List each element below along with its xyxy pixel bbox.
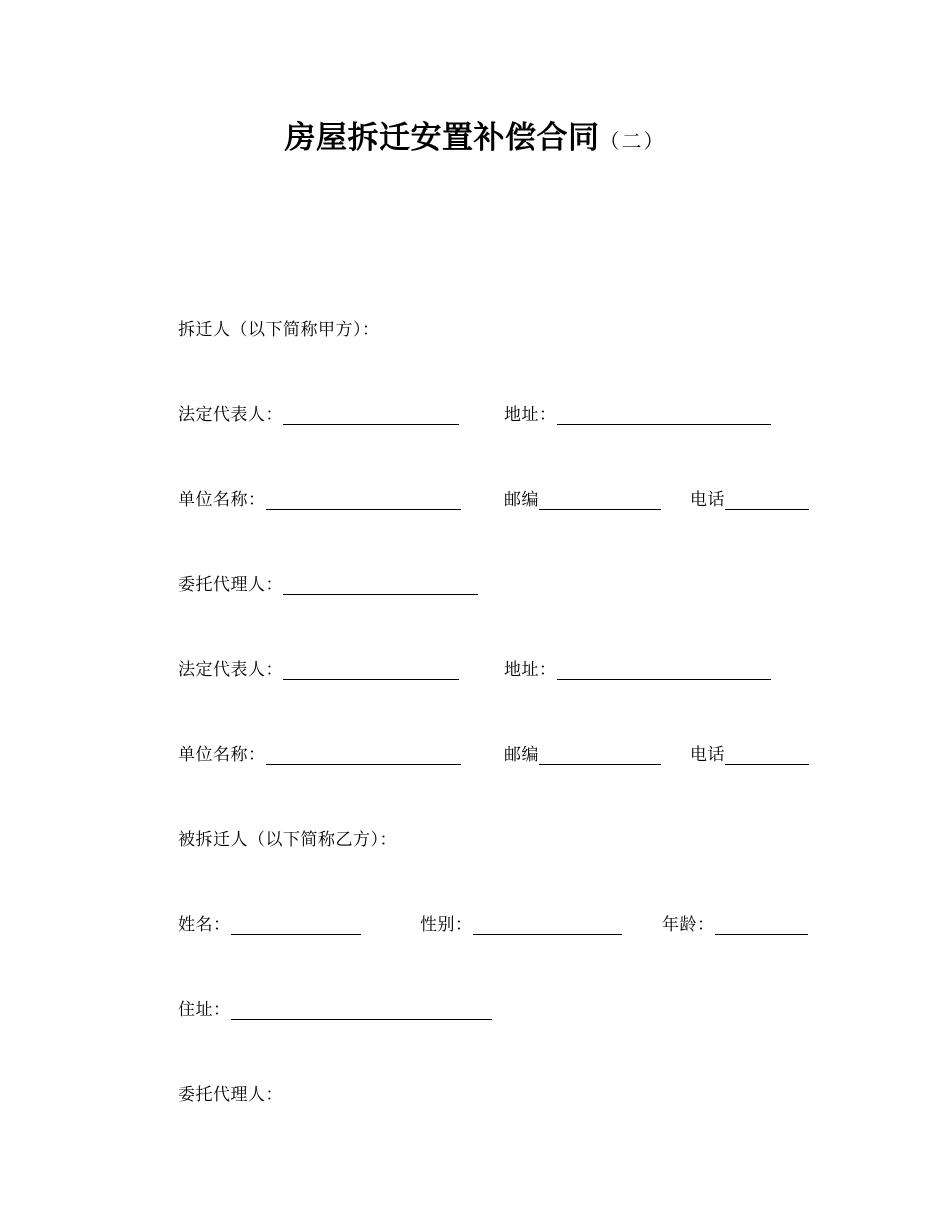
agent-row: [178, 573, 818, 597]
party-b-agent-row: [178, 1083, 818, 1107]
unit-name-label-2: 单位名称：: [178, 745, 266, 765]
title-suffix: （二）: [599, 129, 666, 153]
unit-name-label: 单位名称：: [178, 490, 266, 510]
document-title: [0, 112, 950, 157]
legal-rep-label-2: 法定代表人：: [178, 660, 283, 680]
legal-rep-row-2: [178, 658, 818, 682]
postcode-label: 邮编: [504, 490, 539, 510]
phone-field[interactable]: [725, 489, 809, 510]
agent-label: 委托代理人：: [178, 575, 283, 595]
address-field[interactable]: [557, 404, 771, 425]
gender-label: 性别：: [420, 915, 473, 935]
gender-field[interactable]: [473, 914, 622, 935]
person-row: [178, 913, 818, 937]
address-field-2[interactable]: [557, 659, 771, 680]
residence-field[interactable]: [231, 999, 492, 1020]
legal-rep-row: [178, 403, 818, 427]
address-label-2: 地址：: [504, 660, 557, 680]
unit-name-field[interactable]: [266, 489, 461, 510]
party-b-heading: 被拆迁人（以下简称乙方）：: [178, 830, 397, 850]
party-b-agent-label: 委托代理人：: [178, 1085, 283, 1105]
party-a-heading-row: [178, 318, 818, 342]
residence-row: [178, 998, 818, 1022]
party-a-heading: 拆迁人（以下简称甲方）：: [178, 320, 380, 340]
legal-rep-field-2[interactable]: [283, 659, 459, 680]
residence-label: 住址：: [178, 1000, 231, 1020]
phone-field-2[interactable]: [725, 744, 809, 765]
legal-rep-label: 法定代表人：: [178, 405, 283, 425]
legal-rep-field[interactable]: [283, 404, 459, 425]
address-label: 地址：: [504, 405, 557, 425]
phone-label: 电话: [690, 490, 725, 510]
unit-row: [178, 488, 818, 512]
phone-label-2: 电话: [690, 745, 725, 765]
unit-name-field-2[interactable]: [266, 744, 461, 765]
postcode-field[interactable]: [539, 489, 661, 510]
age-field[interactable]: [715, 914, 808, 935]
party-b-heading-row: [178, 828, 818, 852]
postcode-label-2: 邮编: [504, 745, 539, 765]
name-field[interactable]: [231, 914, 361, 935]
age-label: 年龄：: [662, 915, 715, 935]
agent-field[interactable]: [283, 574, 478, 595]
title-text: 房屋拆迁安置补偿合同: [284, 120, 600, 156]
unit-row-2: [178, 743, 818, 767]
name-label: 姓名：: [178, 915, 231, 935]
postcode-field-2[interactable]: [539, 744, 661, 765]
